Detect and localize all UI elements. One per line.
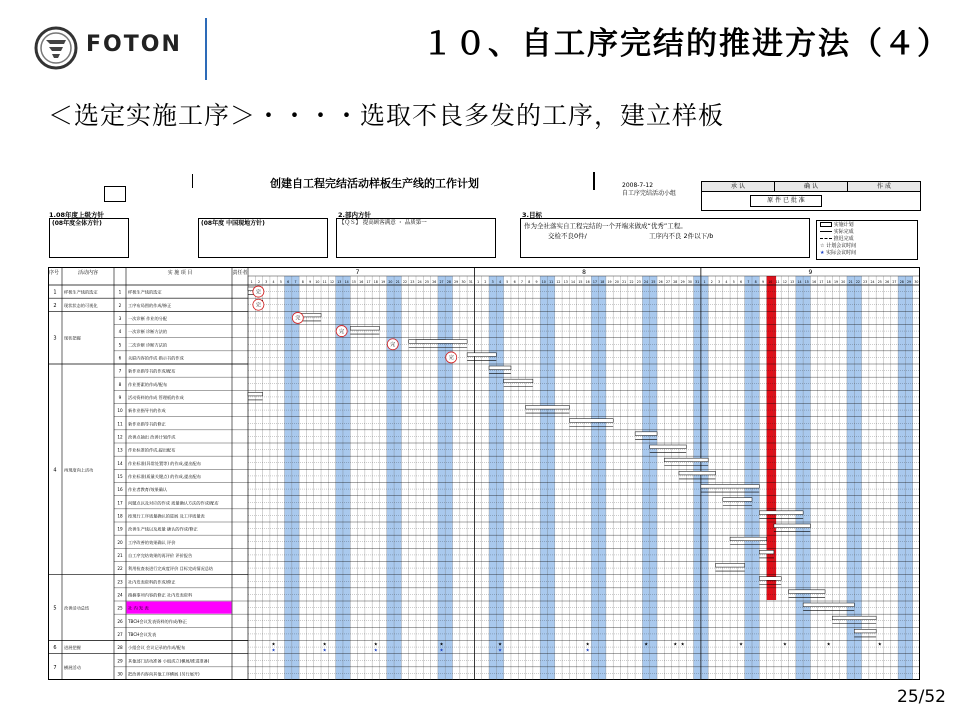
meeting-plan-star-icon: ★ bbox=[439, 642, 444, 648]
month-label: 9 bbox=[808, 269, 813, 276]
category-number: 1 bbox=[53, 289, 57, 296]
day-number: 19 bbox=[607, 280, 612, 284]
month-label: 7 bbox=[355, 269, 360, 276]
day-number: 11 bbox=[549, 280, 554, 284]
day-number: 29 bbox=[454, 280, 459, 284]
task-label: 工序布局图的作成/修正 bbox=[128, 302, 172, 308]
category-label: 进展把握 bbox=[64, 645, 81, 651]
category-label: 现状状态的可视化 bbox=[64, 302, 98, 308]
task-label: 作业标准的作成,提出配布 bbox=[128, 447, 176, 453]
day-number: 9 bbox=[309, 280, 312, 284]
day-number: 30 bbox=[914, 280, 919, 284]
meeting-plan-star-icon: ★ bbox=[680, 642, 685, 648]
task-label: 问题点以及对应的作成 质量确认方法的作成/配布 bbox=[128, 500, 219, 506]
task-label: 把改善内容向其他工序横展 (另行展开) bbox=[128, 671, 200, 677]
weekend-column bbox=[394, 276, 401, 680]
weekend-column bbox=[547, 276, 554, 680]
task-label: 样板生产线的选定 bbox=[128, 289, 162, 295]
completed-marker-label: 完 bbox=[390, 342, 396, 349]
task-label: 作业者教育/效果确认 bbox=[128, 487, 168, 493]
legend-item: 实际完成 bbox=[833, 229, 854, 235]
weekend-column bbox=[599, 276, 606, 680]
task-label: 社内发表资料的作成/修正 bbox=[128, 579, 176, 585]
task-label: 改善点抽出 改善计划作成 bbox=[128, 434, 176, 440]
plan-bar bbox=[504, 379, 533, 383]
meeting-plan-star-icon: ★ bbox=[739, 642, 744, 648]
weekend-column bbox=[796, 276, 803, 680]
day-number: 18 bbox=[600, 280, 605, 284]
day-number: 11 bbox=[322, 280, 327, 284]
day-number: 8 bbox=[528, 280, 531, 284]
star-icon: ★ bbox=[820, 250, 825, 256]
day-number: 22 bbox=[629, 280, 634, 284]
day-number: 10 bbox=[315, 280, 320, 284]
meeting-actual-star-icon: ★ bbox=[497, 648, 503, 654]
day-number: 19 bbox=[381, 280, 386, 284]
day-number: 27 bbox=[665, 280, 671, 284]
plan-bar bbox=[803, 603, 854, 607]
approval-stamp: 原 件 已 批 准 bbox=[750, 195, 822, 207]
day-number: 5 bbox=[732, 280, 735, 284]
task-number: 5 bbox=[118, 342, 122, 348]
meeting-actual-star-icon: ★ bbox=[373, 648, 378, 654]
completed-marker-label: 完 bbox=[295, 315, 301, 322]
weekend-column bbox=[752, 276, 759, 680]
category-number: 6 bbox=[53, 645, 57, 652]
plan-date: 2008-7-12 bbox=[622, 182, 654, 189]
day-number: 26 bbox=[432, 280, 437, 284]
day-number: 29 bbox=[907, 280, 912, 284]
day-number: 12 bbox=[556, 280, 561, 284]
weekend-column bbox=[292, 276, 299, 680]
weekend-column bbox=[489, 276, 496, 680]
day-number: 2 bbox=[484, 280, 487, 284]
completed-marker-label: 完 bbox=[448, 355, 454, 362]
plan-bar bbox=[569, 419, 613, 423]
weekend-column bbox=[438, 276, 445, 680]
plan-bar bbox=[635, 432, 657, 436]
meeting-actual-star-icon: ★ bbox=[271, 648, 276, 654]
policy-box-heading: (08年度全体方针) bbox=[52, 220, 102, 227]
task-number: 2 bbox=[118, 302, 122, 308]
task-label: 一次诊断 作业的分配 bbox=[128, 315, 168, 321]
task-label: TBCH会议发表资料的作成/修正 bbox=[128, 618, 187, 624]
month-label: 8 bbox=[582, 269, 586, 276]
category-label: 再现度向上活动 bbox=[64, 467, 94, 473]
plan-sheet-title: 创建自工程完结活动样板生产线的工作计划 bbox=[270, 177, 479, 190]
day-number: 31 bbox=[468, 280, 473, 284]
task-number: 6 bbox=[118, 355, 122, 361]
completed-marker-label: 完 bbox=[255, 289, 261, 296]
day-number: 31 bbox=[695, 280, 700, 284]
day-number: 8 bbox=[754, 280, 757, 284]
policy-box-1 bbox=[49, 218, 129, 258]
task-number: 29 bbox=[117, 658, 123, 664]
plan-bar bbox=[467, 353, 496, 357]
day-number: 22 bbox=[855, 280, 860, 284]
dept-policy-heading: 2.部内方针 bbox=[338, 211, 371, 219]
weekend-column bbox=[343, 276, 350, 680]
brand-name: FOTON bbox=[86, 32, 182, 57]
category-label: 改善活动总结 bbox=[64, 605, 90, 611]
weekend-column bbox=[591, 276, 598, 680]
day-number: 1 bbox=[477, 280, 480, 284]
meeting-plan-star-icon: ★ bbox=[782, 642, 787, 648]
target-heading: 3.目标 bbox=[522, 211, 542, 219]
legend-item: 实际会议时间 bbox=[826, 250, 857, 256]
day-number: 16 bbox=[812, 280, 817, 284]
plan-bar bbox=[759, 511, 803, 515]
day-number: 25 bbox=[877, 280, 882, 284]
task-label: 一次诊断 诊断方法的 bbox=[128, 329, 168, 335]
approval-table bbox=[701, 181, 921, 211]
day-number: 19 bbox=[833, 280, 839, 284]
task-number: 18 bbox=[117, 513, 123, 519]
task-number: 22 bbox=[117, 566, 123, 572]
day-number: 6 bbox=[287, 280, 290, 284]
completed-marker-label: 完 bbox=[339, 328, 345, 335]
day-number: 17 bbox=[366, 280, 371, 284]
column-header: 序号 bbox=[48, 270, 60, 276]
day-number: 10 bbox=[541, 280, 546, 284]
category-number: 7 bbox=[53, 664, 57, 671]
header-divider bbox=[205, 18, 207, 80]
task-label: 二次诊断 诊断方法的 bbox=[128, 342, 168, 348]
day-number: 24 bbox=[870, 280, 875, 284]
meeting-plan-star-icon: ★ bbox=[373, 642, 378, 648]
legend-box bbox=[816, 220, 918, 260]
day-number: 29 bbox=[680, 280, 685, 284]
task-label: 作业标准(质量关键点) 的作成,提出配布 bbox=[128, 473, 201, 479]
weekend-column bbox=[285, 276, 292, 680]
day-number: 10 bbox=[768, 280, 773, 284]
day-number: 23 bbox=[636, 280, 641, 284]
category-label: 样板生产线的选定 bbox=[64, 289, 98, 295]
target-line-2a: 交检不良0件/ bbox=[548, 232, 587, 240]
task-label: 新作业指导书的修正 bbox=[128, 421, 166, 427]
meeting-actual-star-icon: ★ bbox=[322, 648, 327, 654]
plan-bar bbox=[350, 327, 379, 331]
day-number: 21 bbox=[848, 280, 853, 284]
day-number: 20 bbox=[614, 280, 619, 284]
day-number: 25 bbox=[651, 280, 656, 284]
day-number: 4 bbox=[498, 280, 502, 284]
column-header: 责任者 bbox=[232, 270, 248, 276]
policy-box-2 bbox=[198, 218, 328, 258]
plan-bar bbox=[759, 550, 774, 554]
task-number: 21 bbox=[117, 552, 123, 558]
category-label: 现状把握 bbox=[64, 335, 81, 341]
day-number: 4 bbox=[272, 280, 275, 284]
day-number: 3 bbox=[491, 280, 494, 284]
target-box bbox=[520, 218, 810, 258]
task-label: 利用检查表进行完成度评价 目标完成情况总结 bbox=[128, 566, 214, 572]
task-number: 10 bbox=[117, 408, 123, 414]
plan-bar bbox=[664, 458, 708, 462]
weekend-column bbox=[701, 276, 708, 680]
approval-header: 作 成 bbox=[877, 183, 891, 190]
meeting-plan-star-icon: ★ bbox=[877, 642, 882, 648]
day-number: 12 bbox=[329, 280, 335, 284]
task-number: 4 bbox=[118, 329, 122, 335]
task-label: 作业要素的作成/配布 bbox=[128, 381, 168, 387]
day-number: 21 bbox=[622, 280, 627, 284]
task-number: 23 bbox=[117, 579, 123, 585]
task-number: 27 bbox=[117, 631, 123, 637]
day-number: 14 bbox=[344, 280, 349, 284]
task-number: 7 bbox=[118, 368, 122, 374]
meeting-actual-star-icon: ★ bbox=[585, 648, 590, 654]
column-header: 实 施 项 目 bbox=[167, 270, 193, 276]
sheet-mark bbox=[192, 174, 193, 188]
weekend-column bbox=[445, 276, 452, 680]
plan-bar bbox=[832, 616, 876, 620]
day-number: 17 bbox=[592, 280, 597, 284]
weekend-column bbox=[905, 276, 912, 680]
star-icon: ☆ bbox=[820, 243, 825, 249]
task-number: 24 bbox=[117, 592, 123, 598]
task-label: 活动资料的作成 管理板的作成 bbox=[128, 394, 184, 400]
task-label: 按现行工序质量确认的进展 及工序质量表 bbox=[128, 513, 205, 519]
sheet-mark bbox=[593, 172, 595, 190]
task-number: 9 bbox=[118, 394, 122, 400]
day-number: 28 bbox=[446, 280, 451, 284]
day-number: 25 bbox=[424, 280, 429, 284]
day-number: 15 bbox=[804, 280, 809, 284]
day-number: 18 bbox=[826, 280, 831, 284]
day-number: 20 bbox=[388, 280, 393, 284]
target-line-1: 作为全社落实自工程完结的一个开端来做成“优秀”工程。 bbox=[524, 222, 687, 230]
day-number: 24 bbox=[417, 280, 422, 284]
plan-bar bbox=[489, 366, 511, 370]
category-label: 横展活动 bbox=[64, 664, 81, 670]
day-number: 2 bbox=[257, 280, 260, 284]
plan-bar bbox=[248, 392, 263, 396]
plan-bar bbox=[679, 471, 716, 475]
target-line-2b: 工序内不良 2件以下/b bbox=[648, 232, 714, 240]
day-number: 14 bbox=[571, 280, 576, 284]
foton-logo bbox=[34, 22, 194, 74]
category-number: 4 bbox=[53, 467, 57, 474]
day-number: 27 bbox=[439, 280, 444, 284]
day-number: 12 bbox=[782, 280, 787, 284]
day-number: 3 bbox=[265, 280, 268, 284]
task-number: 19 bbox=[117, 526, 123, 532]
day-number: 13 bbox=[790, 280, 795, 284]
task-number: 3 bbox=[118, 315, 122, 321]
plan-bar bbox=[759, 577, 781, 581]
day-number: 16 bbox=[585, 280, 590, 284]
task-number: 17 bbox=[117, 500, 123, 506]
day-number: 21 bbox=[395, 280, 400, 284]
task-label: 改善生产线以及质量 确认的作成/修正 bbox=[128, 526, 198, 532]
plan-bar bbox=[526, 406, 570, 410]
task-label: TBCH会议发表 bbox=[128, 631, 157, 637]
plan-bar bbox=[854, 629, 876, 633]
category-number: 3 bbox=[53, 335, 57, 342]
plan-bar bbox=[730, 537, 767, 541]
meeting-plan-star-icon: ★ bbox=[644, 642, 649, 648]
day-number: 28 bbox=[673, 280, 678, 284]
weekend-column bbox=[540, 276, 547, 680]
plan-bar bbox=[701, 485, 759, 489]
day-number: 23 bbox=[410, 280, 415, 284]
weekend-column bbox=[694, 276, 701, 680]
meeting-plan-star-icon: ★ bbox=[271, 642, 276, 648]
page-title: １０、自工序完结的推进方法（４） bbox=[422, 26, 950, 62]
day-number: 22 bbox=[403, 280, 408, 284]
weekend-column bbox=[650, 276, 657, 680]
day-number: 11 bbox=[775, 280, 780, 284]
day-number: 5 bbox=[506, 280, 509, 284]
meeting-plan-star-icon: ★ bbox=[322, 642, 327, 648]
day-number: 20 bbox=[841, 280, 846, 284]
legend-item: 实施计划 bbox=[833, 222, 854, 228]
task-number: 12 bbox=[117, 434, 123, 440]
foton-badge-icon bbox=[34, 26, 78, 70]
plan-bar bbox=[650, 445, 687, 449]
category-number: 5 bbox=[53, 605, 57, 612]
task-label: 新作业指导书的作成 bbox=[128, 408, 166, 414]
day-number: 6 bbox=[740, 280, 743, 284]
task-number: 26 bbox=[117, 618, 123, 624]
day-number: 4 bbox=[725, 280, 728, 284]
policy-box-heading: (08年度 中国现地方针) bbox=[201, 220, 265, 227]
day-number: 7 bbox=[520, 280, 523, 284]
task-label: 小组会议 会议记录的作成/配布 bbox=[128, 645, 186, 651]
category-number: 2 bbox=[53, 302, 57, 309]
task-label: 作业标准(异常处置等) 的作成,提出配布 bbox=[128, 460, 201, 466]
day-number: 28 bbox=[899, 280, 904, 284]
task-number: 28 bbox=[117, 645, 123, 651]
task-number: 8 bbox=[118, 381, 122, 387]
dept-policy-box bbox=[336, 218, 496, 258]
task-number: 16 bbox=[117, 487, 123, 493]
legend-item: 推迟完成 bbox=[833, 236, 854, 242]
weekend-column bbox=[898, 276, 905, 680]
dept-policy-text: 【ＱＳ】 提高顾客满意 ・ 品质第一 bbox=[339, 220, 427, 226]
day-number: 13 bbox=[563, 280, 568, 284]
completed-marker-label: 完 bbox=[255, 302, 261, 309]
task-number: 25 bbox=[117, 605, 123, 611]
plan-bar bbox=[715, 564, 744, 568]
plan-org: 自工序完结活动小组 bbox=[622, 190, 677, 197]
meeting-plan-star-icon: ★ bbox=[497, 642, 503, 648]
plan-bar bbox=[789, 590, 826, 594]
weekend-column bbox=[745, 276, 752, 680]
task-label: 自工序完结效果的再评价 评价报告 bbox=[128, 552, 193, 558]
day-number: 9 bbox=[761, 280, 764, 284]
day-number: 18 bbox=[373, 280, 378, 284]
meeting-plan-star-icon: ★ bbox=[826, 642, 831, 648]
policy-heading: 1.08年度上级方针 bbox=[49, 211, 105, 219]
day-number: 6 bbox=[513, 280, 516, 284]
day-number: 15 bbox=[351, 280, 356, 284]
column-header: 活动内容 bbox=[77, 270, 99, 276]
legend-item: 计划会议时间 bbox=[826, 243, 857, 249]
weekend-column bbox=[803, 276, 810, 680]
day-number: 9 bbox=[535, 280, 538, 284]
plan-bar bbox=[723, 498, 752, 502]
task-number: 11 bbox=[117, 421, 123, 427]
day-number: 7 bbox=[294, 280, 297, 284]
day-number: 2 bbox=[710, 280, 713, 284]
task-number: 15 bbox=[117, 473, 123, 479]
meeting-actual-star-icon: ★ bbox=[439, 648, 444, 654]
task-label: 关联内容的作成 指示书的作成 bbox=[128, 355, 184, 361]
task-label: 工序改善的效果确认 评价 bbox=[128, 539, 176, 545]
day-number: 1 bbox=[703, 280, 706, 284]
day-number: 16 bbox=[359, 280, 364, 284]
task-label: 其他部门活动准备 小组成立(横展/推进准备) bbox=[128, 658, 210, 664]
day-number: 27 bbox=[892, 280, 897, 284]
day-number: 26 bbox=[885, 280, 890, 284]
day-number: 14 bbox=[797, 280, 802, 284]
weekend-column bbox=[387, 276, 394, 680]
plan-bar bbox=[416, 340, 467, 344]
task-number: 1 bbox=[118, 289, 122, 295]
task-number: 13 bbox=[117, 447, 123, 453]
task-number: 20 bbox=[117, 539, 123, 545]
task-label: 社 内 发 表 bbox=[128, 605, 149, 611]
plan-sheet bbox=[48, 168, 920, 680]
task-number: 30 bbox=[117, 671, 123, 677]
task-number: 14 bbox=[117, 460, 123, 466]
approval-header: 承 认 bbox=[702, 182, 775, 191]
day-number: 15 bbox=[578, 280, 583, 284]
plan-date-block bbox=[622, 182, 676, 198]
task-label: 指摘事项内容的修正 社内发表资料 bbox=[128, 592, 193, 598]
blank-box bbox=[104, 186, 126, 202]
task-label: 新作业指导书的作成/配布 bbox=[128, 368, 176, 374]
day-number: 7 bbox=[747, 280, 750, 284]
meeting-plan-star-icon: ★ bbox=[585, 642, 590, 648]
day-number: 13 bbox=[337, 280, 342, 284]
day-number: 30 bbox=[461, 280, 466, 284]
meeting-plan-star-icon: ★ bbox=[673, 642, 678, 648]
plan-bar bbox=[774, 524, 811, 528]
weekend-column bbox=[642, 276, 649, 680]
day-number: 3 bbox=[718, 280, 721, 284]
approval-header: 确 认 bbox=[775, 182, 848, 191]
day-number: 24 bbox=[644, 280, 649, 284]
day-number: 1 bbox=[250, 280, 253, 284]
day-number: 26 bbox=[658, 280, 663, 284]
day-number: 5 bbox=[279, 280, 282, 284]
gantt-chart bbox=[48, 267, 920, 680]
day-number: 17 bbox=[819, 280, 824, 284]
page-number: 25/52 bbox=[897, 687, 946, 707]
day-number: 23 bbox=[863, 280, 868, 284]
page-subtitle: ＜选定实施工序＞・・・・选取不良多发的工序，建立样板 bbox=[48, 101, 725, 130]
day-number: 30 bbox=[687, 280, 692, 284]
weekend-column bbox=[496, 276, 503, 680]
day-number: 8 bbox=[301, 280, 304, 284]
